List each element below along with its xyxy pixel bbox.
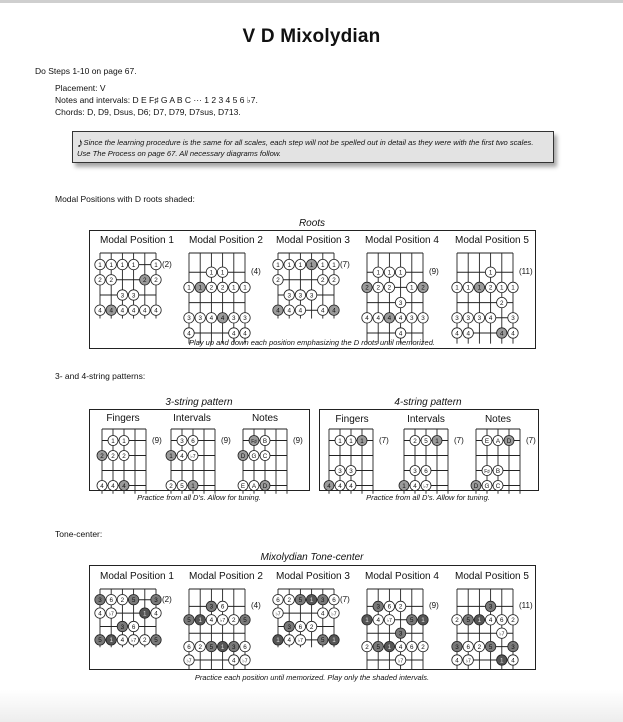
svg-text:5: 5 xyxy=(488,643,493,651)
svg-text:2: 2 xyxy=(198,643,202,651)
four_string-fretboard xyxy=(471,425,525,499)
svg-text:5: 5 xyxy=(424,437,428,445)
svg-text:3: 3 xyxy=(376,603,380,611)
svg-text:5: 5 xyxy=(410,617,414,625)
svg-text:2: 2 xyxy=(413,437,417,445)
svg-text:2: 2 xyxy=(421,284,425,292)
svg-text:2: 2 xyxy=(120,597,125,604)
svg-text:1: 1 xyxy=(421,617,425,625)
svg-text:3: 3 xyxy=(349,467,353,475)
svg-text:5: 5 xyxy=(321,637,325,645)
svg-text:A: A xyxy=(251,482,257,490)
svg-text:2: 2 xyxy=(500,299,504,307)
svg-text:1: 1 xyxy=(511,284,515,292)
tone_center-diagram-title: Modal Position 2 xyxy=(189,571,263,582)
svg-text:4: 4 xyxy=(154,307,158,315)
svg-text:♭7: ♭7 xyxy=(242,658,248,665)
svg-text:1: 1 xyxy=(191,482,195,490)
svg-text:1: 1 xyxy=(455,284,459,292)
svg-text:2: 2 xyxy=(154,277,158,285)
roots-diagram-title: Modal Position 1 xyxy=(100,235,174,246)
svg-text:2: 2 xyxy=(387,284,392,292)
tone-center-caption: Mixolydian Tone-center xyxy=(260,552,364,563)
chords-text: Chords: D, D9, Dsus, D6; D7, D79, D7sus, D713. xyxy=(55,107,241,117)
svg-text:3: 3 xyxy=(180,437,184,445)
svg-text:1: 1 xyxy=(477,284,482,292)
svg-text:2: 2 xyxy=(376,284,380,292)
svg-text:2: 2 xyxy=(309,623,314,631)
svg-text:♭7: ♭7 xyxy=(331,611,337,618)
svg-text:2: 2 xyxy=(169,482,173,490)
three_string-fretboard xyxy=(97,425,151,499)
svg-text:4: 4 xyxy=(131,307,136,315)
notes-intervals-text: Notes and intervals: D E F♯ G A B C ··· 1 2 3 4 5 6 ♭7. xyxy=(55,95,258,105)
svg-text:2: 2 xyxy=(109,277,113,285)
svg-text:5: 5 xyxy=(466,617,470,625)
svg-text:1: 1 xyxy=(209,269,214,277)
svg-text:4: 4 xyxy=(338,482,342,490)
svg-text:1: 1 xyxy=(276,261,280,269)
svg-text:3: 3 xyxy=(410,315,414,323)
roots-fretboard xyxy=(362,249,428,339)
svg-text:1: 1 xyxy=(435,437,439,445)
svg-text:2: 2 xyxy=(477,643,482,651)
four_string-fretboard xyxy=(324,425,378,499)
three_string-fret-number: (9) xyxy=(152,435,162,445)
svg-text:2: 2 xyxy=(332,277,336,285)
svg-text:2: 2 xyxy=(220,284,225,292)
svg-text:3: 3 xyxy=(477,315,482,323)
svg-text:♭7: ♭7 xyxy=(398,658,404,665)
svg-text:3: 3 xyxy=(287,623,291,631)
roots-fret-number: (2) xyxy=(162,259,172,269)
svg-text:3: 3 xyxy=(120,623,125,631)
svg-text:4: 4 xyxy=(387,315,392,323)
tone_center-fret-number: (2) xyxy=(162,594,172,604)
svg-text:4: 4 xyxy=(232,657,236,665)
svg-text:2: 2 xyxy=(488,284,493,292)
tone_center-diagram-title: Modal Position 1 xyxy=(100,571,174,582)
roots-footer: Play up and down each position emphasizing the D roots until memorized. xyxy=(189,338,435,347)
svg-text:3: 3 xyxy=(154,597,158,604)
svg-text:1: 1 xyxy=(410,284,414,292)
svg-text:4: 4 xyxy=(276,307,280,315)
svg-text:2: 2 xyxy=(321,277,325,285)
svg-text:1: 1 xyxy=(109,637,113,645)
svg-text:5: 5 xyxy=(187,617,191,625)
svg-text:2: 2 xyxy=(421,643,425,651)
svg-text:♭7: ♭7 xyxy=(108,611,114,618)
svg-text:♭7: ♭7 xyxy=(275,611,281,618)
tone-center-heading: Tone-center: xyxy=(55,529,103,539)
svg-text:1: 1 xyxy=(276,637,280,645)
svg-text:4: 4 xyxy=(180,452,184,460)
roots-fretboard xyxy=(452,249,518,339)
tone_center-diagram-title: Modal Position 3 xyxy=(276,571,350,582)
svg-text:1: 1 xyxy=(220,269,225,277)
roots-fretboard xyxy=(273,249,339,324)
svg-text:6: 6 xyxy=(410,643,414,651)
svg-text:5: 5 xyxy=(298,597,303,604)
svg-text:2: 2 xyxy=(287,597,291,604)
svg-text:4: 4 xyxy=(98,610,102,618)
svg-text:F♯: F♯ xyxy=(484,468,490,475)
svg-text:1: 1 xyxy=(198,617,202,625)
svg-text:G: G xyxy=(484,482,490,490)
svg-text:1: 1 xyxy=(287,261,291,269)
tone_center-fret-number: (7) xyxy=(340,594,350,604)
svg-text:4: 4 xyxy=(398,315,403,323)
svg-text:1: 1 xyxy=(387,643,392,651)
svg-text:B: B xyxy=(495,467,501,475)
svg-text:3: 3 xyxy=(511,315,515,323)
svg-text:2: 2 xyxy=(143,637,147,645)
svg-text:♭7: ♭7 xyxy=(131,638,137,645)
svg-text:2: 2 xyxy=(232,617,236,625)
svg-text:1: 1 xyxy=(111,437,115,445)
svg-text:4: 4 xyxy=(232,330,236,338)
roots-caption: Roots xyxy=(298,218,326,229)
svg-text:1: 1 xyxy=(131,261,136,269)
svg-text:3: 3 xyxy=(287,292,291,300)
svg-text:4: 4 xyxy=(365,315,369,323)
svg-text:5: 5 xyxy=(180,482,184,490)
svg-text:3: 3 xyxy=(187,315,191,323)
svg-text:1: 1 xyxy=(360,437,364,445)
three-string-caption: 3-string pattern xyxy=(165,397,233,408)
placement-text: Placement: V xyxy=(55,83,106,93)
svg-text:4: 4 xyxy=(500,330,504,338)
svg-text:5: 5 xyxy=(154,637,158,645)
svg-text:1: 1 xyxy=(232,284,236,292)
svg-text:3: 3 xyxy=(455,643,459,651)
svg-text:1: 1 xyxy=(402,482,406,490)
svg-text:3: 3 xyxy=(455,315,459,323)
svg-text:1: 1 xyxy=(120,261,125,269)
svg-text:1: 1 xyxy=(109,261,113,269)
three_string-diagram-title: Fingers xyxy=(106,413,140,424)
svg-text:5: 5 xyxy=(131,597,136,604)
roots-diagram-title: Modal Position 2 xyxy=(189,235,263,246)
svg-text:♭7: ♭7 xyxy=(220,618,226,625)
four_string-diagram-title: Fingers xyxy=(335,414,369,425)
svg-text:1: 1 xyxy=(98,261,102,269)
svg-text:2: 2 xyxy=(455,617,459,625)
three_string-diagram-title: Intervals xyxy=(173,413,211,424)
svg-text:4: 4 xyxy=(209,617,214,625)
svg-text:1: 1 xyxy=(466,284,470,292)
four_string-fret-number: (7) xyxy=(454,435,464,445)
svg-text:1: 1 xyxy=(387,269,392,277)
four_string-diagram-title: Notes xyxy=(484,414,512,425)
svg-text:2: 2 xyxy=(365,643,369,651)
svg-text:2: 2 xyxy=(511,617,515,625)
svg-text:E: E xyxy=(240,482,246,490)
svg-text:6: 6 xyxy=(220,603,225,611)
svg-text:A: A xyxy=(495,437,501,445)
tone_center-fretboard xyxy=(273,585,339,653)
svg-text:4: 4 xyxy=(466,330,470,338)
modal-positions-heading: Modal Positions with D roots shaded: xyxy=(55,194,195,204)
tone_center-fret-number: (4) xyxy=(251,601,261,611)
svg-text:4: 4 xyxy=(220,315,225,323)
roots-fretboard xyxy=(184,249,250,339)
svg-text:6: 6 xyxy=(466,643,470,651)
svg-text:♭7: ♭7 xyxy=(190,453,196,460)
svg-text:♭7: ♭7 xyxy=(186,658,192,665)
roots-diagram-title: Modal Position 3 xyxy=(276,235,350,246)
svg-text:4: 4 xyxy=(120,637,125,645)
svg-text:6: 6 xyxy=(109,597,113,604)
svg-text:1: 1 xyxy=(169,452,173,460)
svg-text:3: 3 xyxy=(488,603,493,611)
svg-text:1: 1 xyxy=(154,261,158,269)
svg-text:4: 4 xyxy=(455,657,459,665)
svg-text:1: 1 xyxy=(309,597,314,604)
string-patterns-heading: 3- and 4-string patterns: xyxy=(55,371,146,381)
svg-text:D: D xyxy=(473,482,479,490)
svg-text:1: 1 xyxy=(298,261,303,269)
three-string-footer: Practice from all D's. Allow for tuning. xyxy=(137,493,261,502)
svg-text:4: 4 xyxy=(321,307,325,315)
svg-text:1: 1 xyxy=(500,284,504,292)
four_string-fretboard xyxy=(399,425,453,499)
svg-text:2: 2 xyxy=(276,277,280,285)
tone_center-fret-number: (11) xyxy=(519,601,533,611)
svg-text:1: 1 xyxy=(332,261,336,269)
svg-text:C: C xyxy=(495,482,501,490)
svg-text:4: 4 xyxy=(287,307,291,315)
top-border xyxy=(0,0,623,3)
svg-text:1: 1 xyxy=(398,269,403,277)
three_string-fret-number: (9) xyxy=(221,435,231,445)
svg-text:1: 1 xyxy=(365,617,369,625)
svg-text:1: 1 xyxy=(198,284,202,292)
svg-text:4: 4 xyxy=(100,482,104,490)
svg-text:3: 3 xyxy=(232,643,236,651)
three_string-diagram-title: Notes xyxy=(251,413,279,424)
svg-text:6: 6 xyxy=(500,617,504,625)
svg-text:3: 3 xyxy=(421,315,425,323)
svg-text:E: E xyxy=(484,437,490,445)
svg-text:4: 4 xyxy=(327,482,331,490)
info-callout xyxy=(72,131,554,163)
svg-text:4: 4 xyxy=(120,307,125,315)
svg-text:1: 1 xyxy=(500,657,504,665)
svg-text:1: 1 xyxy=(122,437,126,445)
svg-text:3: 3 xyxy=(243,315,247,323)
roots-fret-number: (11) xyxy=(519,267,533,277)
svg-text:1: 1 xyxy=(243,284,247,292)
tone_center-diagram-title: Modal Position 4 xyxy=(365,571,439,582)
svg-text:3: 3 xyxy=(120,292,125,300)
tone_center-fretboard xyxy=(95,585,161,653)
svg-text:1: 1 xyxy=(488,269,493,277)
svg-text:5: 5 xyxy=(243,617,247,625)
svg-text:2: 2 xyxy=(398,603,403,611)
tone_center-diagram-title: Modal Position 5 xyxy=(455,571,529,582)
svg-text:4: 4 xyxy=(488,315,493,323)
svg-text:♭7: ♭7 xyxy=(386,618,392,625)
svg-text:3: 3 xyxy=(466,315,470,323)
svg-text:♭7: ♭7 xyxy=(423,483,429,490)
svg-text:6: 6 xyxy=(298,623,303,631)
tone_center-fretboard xyxy=(452,585,518,666)
four_string-fret-number: (7) xyxy=(379,435,389,445)
tone_center-fretboard xyxy=(184,585,250,666)
svg-text:G: G xyxy=(251,452,257,460)
svg-text:4: 4 xyxy=(376,315,380,323)
three_string-fretboard xyxy=(238,425,292,499)
svg-text:4: 4 xyxy=(511,657,515,665)
svg-text:5: 5 xyxy=(376,643,380,651)
svg-text:3: 3 xyxy=(413,467,417,475)
svg-text:3: 3 xyxy=(398,630,403,638)
four_string-diagram-title: Intervals xyxy=(407,414,445,425)
svg-text:D: D xyxy=(506,437,512,445)
svg-text:4: 4 xyxy=(511,330,515,338)
svg-text:3: 3 xyxy=(321,597,325,604)
svg-text:4: 4 xyxy=(413,482,417,490)
svg-text:2: 2 xyxy=(100,452,104,460)
svg-text:4: 4 xyxy=(321,610,325,618)
svg-text:4: 4 xyxy=(187,330,191,338)
svg-text:3: 3 xyxy=(338,467,342,475)
svg-text:1: 1 xyxy=(321,261,325,269)
four-string-caption: 4-string pattern xyxy=(394,397,462,408)
svg-text:♭7: ♭7 xyxy=(297,638,303,645)
svg-text:1: 1 xyxy=(338,437,342,445)
svg-text:3: 3 xyxy=(398,299,403,307)
svg-text:B: B xyxy=(262,437,268,445)
svg-text:3: 3 xyxy=(232,315,236,323)
svg-text:6: 6 xyxy=(276,597,280,604)
roots-diagram-title: Modal Position 5 xyxy=(455,235,529,246)
three_string-fretboard xyxy=(166,425,220,499)
svg-text:4: 4 xyxy=(111,482,115,490)
svg-text:4: 4 xyxy=(98,307,102,315)
svg-text:4: 4 xyxy=(398,330,403,338)
svg-text:1: 1 xyxy=(349,437,353,445)
svg-text:5: 5 xyxy=(98,637,102,645)
svg-text:3: 3 xyxy=(209,603,214,611)
svg-text:4: 4 xyxy=(455,330,459,338)
svg-text:4: 4 xyxy=(109,307,113,315)
page-title: V D Mixolydian xyxy=(242,26,381,47)
svg-text:3: 3 xyxy=(309,292,314,300)
svg-text:5: 5 xyxy=(209,643,214,651)
svg-text:2: 2 xyxy=(111,452,115,460)
svg-text:6: 6 xyxy=(387,603,392,611)
svg-text:C: C xyxy=(262,452,268,460)
svg-text:♭7: ♭7 xyxy=(465,658,471,665)
roots-fret-number: (7) xyxy=(340,259,350,269)
svg-text:3: 3 xyxy=(198,315,202,323)
svg-text:6: 6 xyxy=(131,623,136,631)
svg-text:4: 4 xyxy=(287,637,291,645)
svg-text:4: 4 xyxy=(376,617,380,625)
svg-text:3: 3 xyxy=(131,292,136,300)
intro-text: Do Steps 1-10 on page 67. xyxy=(35,66,137,76)
svg-text:2: 2 xyxy=(143,277,147,285)
svg-text:6: 6 xyxy=(187,643,191,651)
svg-text:4: 4 xyxy=(209,315,214,323)
svg-text:2: 2 xyxy=(122,452,126,460)
tone_center-fret-number: (9) xyxy=(429,601,439,611)
svg-text:6: 6 xyxy=(424,467,428,475)
svg-text:3: 3 xyxy=(511,643,515,651)
svg-text:♭7: ♭7 xyxy=(499,631,505,638)
svg-text:1: 1 xyxy=(477,617,482,625)
svg-text:4: 4 xyxy=(398,643,403,651)
svg-text:4: 4 xyxy=(332,307,336,315)
tone_center-fretboard xyxy=(362,585,428,666)
svg-text:6: 6 xyxy=(332,597,336,604)
svg-text:4: 4 xyxy=(122,482,126,490)
svg-text:4: 4 xyxy=(143,307,147,315)
svg-text:1: 1 xyxy=(309,261,314,269)
roots-fret-number: (4) xyxy=(251,267,261,277)
svg-text:4: 4 xyxy=(154,610,158,618)
svg-text:1: 1 xyxy=(332,637,336,645)
three_string-fret-number: (9) xyxy=(293,435,303,445)
four_string-fret-number: (7) xyxy=(526,435,536,445)
svg-text:2: 2 xyxy=(98,277,102,285)
svg-text:4: 4 xyxy=(298,307,303,315)
svg-text:6: 6 xyxy=(243,643,247,651)
svg-text:1: 1 xyxy=(376,269,380,277)
svg-text:4: 4 xyxy=(349,482,353,490)
roots-diagram-title: Modal Position 4 xyxy=(365,235,439,246)
roots-fretboard xyxy=(95,249,161,324)
info-callout-text: Since the learning procedure is the same for all scales, each step will not be spelled out in detail as they were with the first two scales. Use The Process on page 67. All necessary diagrams follow. xyxy=(77,138,534,158)
svg-text:1: 1 xyxy=(187,284,191,292)
four-string-footer: Practice from all D's. Allow for tuning. xyxy=(366,493,490,502)
svg-text:D: D xyxy=(240,452,246,460)
music-note-icon: ♪ xyxy=(77,135,84,150)
svg-text:4: 4 xyxy=(488,617,493,625)
tone-center-footer: Practice each position until memorized. Play only the shaded intervals. xyxy=(194,673,430,682)
svg-text:3: 3 xyxy=(98,597,102,604)
roots-fret-number: (9) xyxy=(429,267,439,277)
svg-text:1: 1 xyxy=(143,610,147,618)
svg-text:6: 6 xyxy=(191,437,195,445)
svg-text:D: D xyxy=(262,482,268,490)
svg-text:F♯: F♯ xyxy=(251,438,257,445)
svg-text:2: 2 xyxy=(209,284,214,292)
svg-text:2: 2 xyxy=(365,284,369,292)
svg-text:4: 4 xyxy=(243,330,247,338)
svg-text:3: 3 xyxy=(298,292,303,300)
svg-text:1: 1 xyxy=(220,643,225,651)
